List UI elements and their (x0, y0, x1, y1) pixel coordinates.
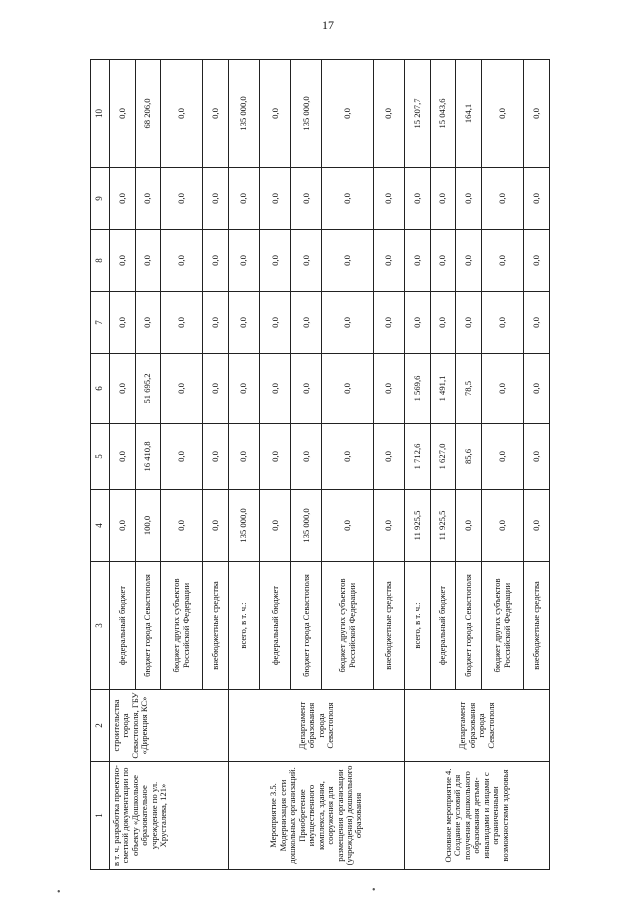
amount-cell: 0,0 (260, 60, 291, 168)
amount-cell: 0,0 (260, 354, 291, 424)
amount-cell: 11 925,5 (430, 490, 456, 562)
column-number: 4 (91, 490, 110, 562)
amount-cell: 85,6 (456, 424, 482, 490)
funding-source: бюджет города Севастополя (135, 562, 161, 690)
funding-source: бюджет города Севастополя (291, 562, 322, 690)
amount-cell: 78,5 (456, 354, 482, 424)
amount-cell: 0,0 (161, 424, 203, 490)
amount-cell: 0,0 (481, 424, 523, 490)
amount-cell: 0,0 (374, 60, 405, 168)
amount-cell: 11 925,5 (405, 490, 431, 562)
amount-cell: 0,0 (524, 354, 550, 424)
amount-cell: 0,0 (456, 292, 482, 354)
table-header (91, 60, 110, 870)
amount-cell: 0,0 (291, 354, 322, 424)
funding-source: бюджет города Севастополя (456, 562, 482, 690)
amount-cell: 0,0 (260, 230, 291, 292)
amount-cell: 1 627,0 (430, 424, 456, 490)
amount-cell: 0,0 (481, 168, 523, 230)
amount-cell: 0,0 (481, 230, 523, 292)
amount-cell: 0,0 (135, 230, 161, 292)
funding-source: всего, в т. ч.: (229, 562, 260, 690)
page-number: 17 (322, 18, 334, 32)
amount-cell: 0,0 (374, 354, 405, 424)
amount-cell: 15 043,6 (430, 60, 456, 168)
amount-cell: 0,0 (161, 168, 203, 230)
amount-cell: 0,0 (374, 230, 405, 292)
amount-cell: 0,0 (161, 292, 203, 354)
amount-cell: 135 000,0 (229, 490, 260, 562)
amount-cell: 0,0 (110, 60, 136, 168)
amount-cell: 0,0 (203, 60, 229, 168)
amount-cell: 1 569,6 (405, 354, 431, 424)
amount-cell: 0,0 (322, 424, 374, 490)
amount-cell: 0,0 (229, 354, 260, 424)
amount-cell: 0,0 (481, 292, 523, 354)
amount-cell: 0,0 (405, 168, 431, 230)
column-number: 7 (91, 292, 110, 354)
amount-cell: 100,0 (135, 490, 161, 562)
amount-cell: 0,0 (291, 292, 322, 354)
amount-cell: 0,0 (481, 490, 523, 562)
funding-source: бюджет других субъектов Российской Федерации (481, 562, 523, 690)
executor-cell: Департамент образования города Севастополя (229, 690, 405, 762)
amount-cell: 135 000,0 (291, 60, 322, 168)
table-row (405, 60, 431, 870)
column-number: 1 (91, 762, 110, 870)
column-number: 10 (91, 60, 110, 168)
amount-cell: 15 207,7 (405, 60, 431, 168)
amount-cell: 1 491,1 (430, 354, 456, 424)
funding-source: бюджет других субъектов Российской Федерации (322, 562, 374, 690)
amount-cell: 0,0 (374, 424, 405, 490)
executor-cell: строительства города Севастополя, ГБУ «Дирекция КС» (110, 690, 229, 762)
amount-cell: 0,0 (161, 490, 203, 562)
table-body (110, 60, 550, 870)
amount-cell: 0,0 (374, 292, 405, 354)
amount-cell: 0,0 (374, 168, 405, 230)
amount-cell: 0,0 (110, 490, 136, 562)
amount-cell: 0,0 (322, 354, 374, 424)
funding-source: внебюджетные средства (203, 562, 229, 690)
amount-cell: 0,0 (161, 230, 203, 292)
measure-title: в т. ч. разработка проектно-сметной документации по объекту «Дошкольное образовательное учреждение по ул. Хрусталева, 121» (110, 762, 229, 870)
scan-mark: • (372, 885, 376, 896)
table-row (229, 60, 260, 870)
amount-cell: 0,0 (110, 424, 136, 490)
amount-cell: 0,0 (524, 168, 550, 230)
amount-cell: 0,0 (456, 490, 482, 562)
funding-source: всего, в т. ч.: (405, 562, 431, 690)
amount-cell: 0,0 (524, 230, 550, 292)
amount-cell: 0,0 (110, 168, 136, 230)
amount-cell: 0,0 (260, 424, 291, 490)
amount-cell: 0,0 (291, 168, 322, 230)
amount-cell: 0,0 (291, 424, 322, 490)
amount-cell: 0,0 (135, 292, 161, 354)
amount-cell: 0,0 (203, 424, 229, 490)
funding-source: внебюджетные средства (524, 562, 550, 690)
amount-cell: 0,0 (430, 292, 456, 354)
amount-cell: 0,0 (203, 230, 229, 292)
amount-cell: 0,0 (374, 490, 405, 562)
amount-cell: 0,0 (481, 60, 523, 168)
amount-cell: 0,0 (322, 230, 374, 292)
amount-cell: 0,0 (524, 292, 550, 354)
column-number: 6 (91, 354, 110, 424)
funding-source: федеральный бюджет (260, 562, 291, 690)
budget-table (90, 59, 550, 870)
funding-source: федеральный бюджет (110, 562, 136, 690)
column-number: 2 (91, 690, 110, 762)
column-number: 9 (91, 168, 110, 230)
column-number: 8 (91, 230, 110, 292)
amount-cell: 0,0 (405, 292, 431, 354)
amount-cell: 0,0 (322, 292, 374, 354)
amount-cell: 0,0 (405, 230, 431, 292)
amount-cell: 1 712,6 (405, 424, 431, 490)
amount-cell: 0,0 (260, 292, 291, 354)
amount-cell: 51 695,2 (135, 354, 161, 424)
executor-cell: Департамент образования города Севастополя (405, 690, 550, 762)
amount-cell: 0,0 (203, 168, 229, 230)
amount-cell: 0,0 (161, 60, 203, 168)
amount-cell: 0,0 (161, 354, 203, 424)
amount-cell: 0,0 (203, 292, 229, 354)
rotated-table-area (90, 60, 550, 870)
funding-source: бюджет других субъектов Российской Федерации (161, 562, 203, 690)
amount-cell: 0,0 (524, 490, 550, 562)
column-number: 3 (91, 562, 110, 690)
funding-source: федеральный бюджет (430, 562, 456, 690)
amount-cell: 0,0 (203, 354, 229, 424)
amount-cell: 0,0 (110, 354, 136, 424)
column-number: 5 (91, 424, 110, 490)
amount-cell: 0,0 (291, 230, 322, 292)
amount-cell: 0,0 (110, 292, 136, 354)
amount-cell: 0,0 (203, 490, 229, 562)
amount-cell: 0,0 (322, 60, 374, 168)
amount-cell: 135 000,0 (229, 60, 260, 168)
measure-title: Основное мероприятие 4. Создание условий для получения дошкольного образования детьми-инвалидами и лицами с ограниченными возможностями здоровья (405, 762, 550, 870)
column-number-row (91, 60, 110, 870)
amount-cell: 0,0 (524, 424, 550, 490)
table-row (110, 60, 136, 870)
amount-cell: 0,0 (135, 168, 161, 230)
amount-cell: 0,0 (322, 168, 374, 230)
amount-cell: 0,0 (456, 168, 482, 230)
amount-cell: 0,0 (524, 60, 550, 168)
amount-cell: 0,0 (481, 354, 523, 424)
amount-cell: 0,0 (260, 490, 291, 562)
funding-source: внебюджетные средства (374, 562, 405, 690)
amount-cell: 164,1 (456, 60, 482, 168)
amount-cell: 0,0 (430, 168, 456, 230)
scan-mark: • (57, 887, 61, 898)
amount-cell: 0,0 (229, 292, 260, 354)
measure-title: Мероприятие 3.5. Модернизация сети дошкольных организаций. Приобретение имущественного комплекса, здания, сооружения для размещения организации (учреждения) дошкольного образования (229, 762, 405, 870)
amount-cell: 0,0 (229, 168, 260, 230)
amount-cell: 0,0 (110, 230, 136, 292)
rotated-table-frame (90, 60, 550, 870)
amount-cell: 68 206,0 (135, 60, 161, 168)
amount-cell: 0,0 (260, 168, 291, 230)
amount-cell: 0,0 (229, 230, 260, 292)
amount-cell: 0,0 (229, 424, 260, 490)
amount-cell: 135 000,0 (291, 490, 322, 562)
amount-cell: 0,0 (322, 490, 374, 562)
amount-cell: 16 410,8 (135, 424, 161, 490)
amount-cell: 0,0 (456, 230, 482, 292)
amount-cell: 0,0 (430, 230, 456, 292)
